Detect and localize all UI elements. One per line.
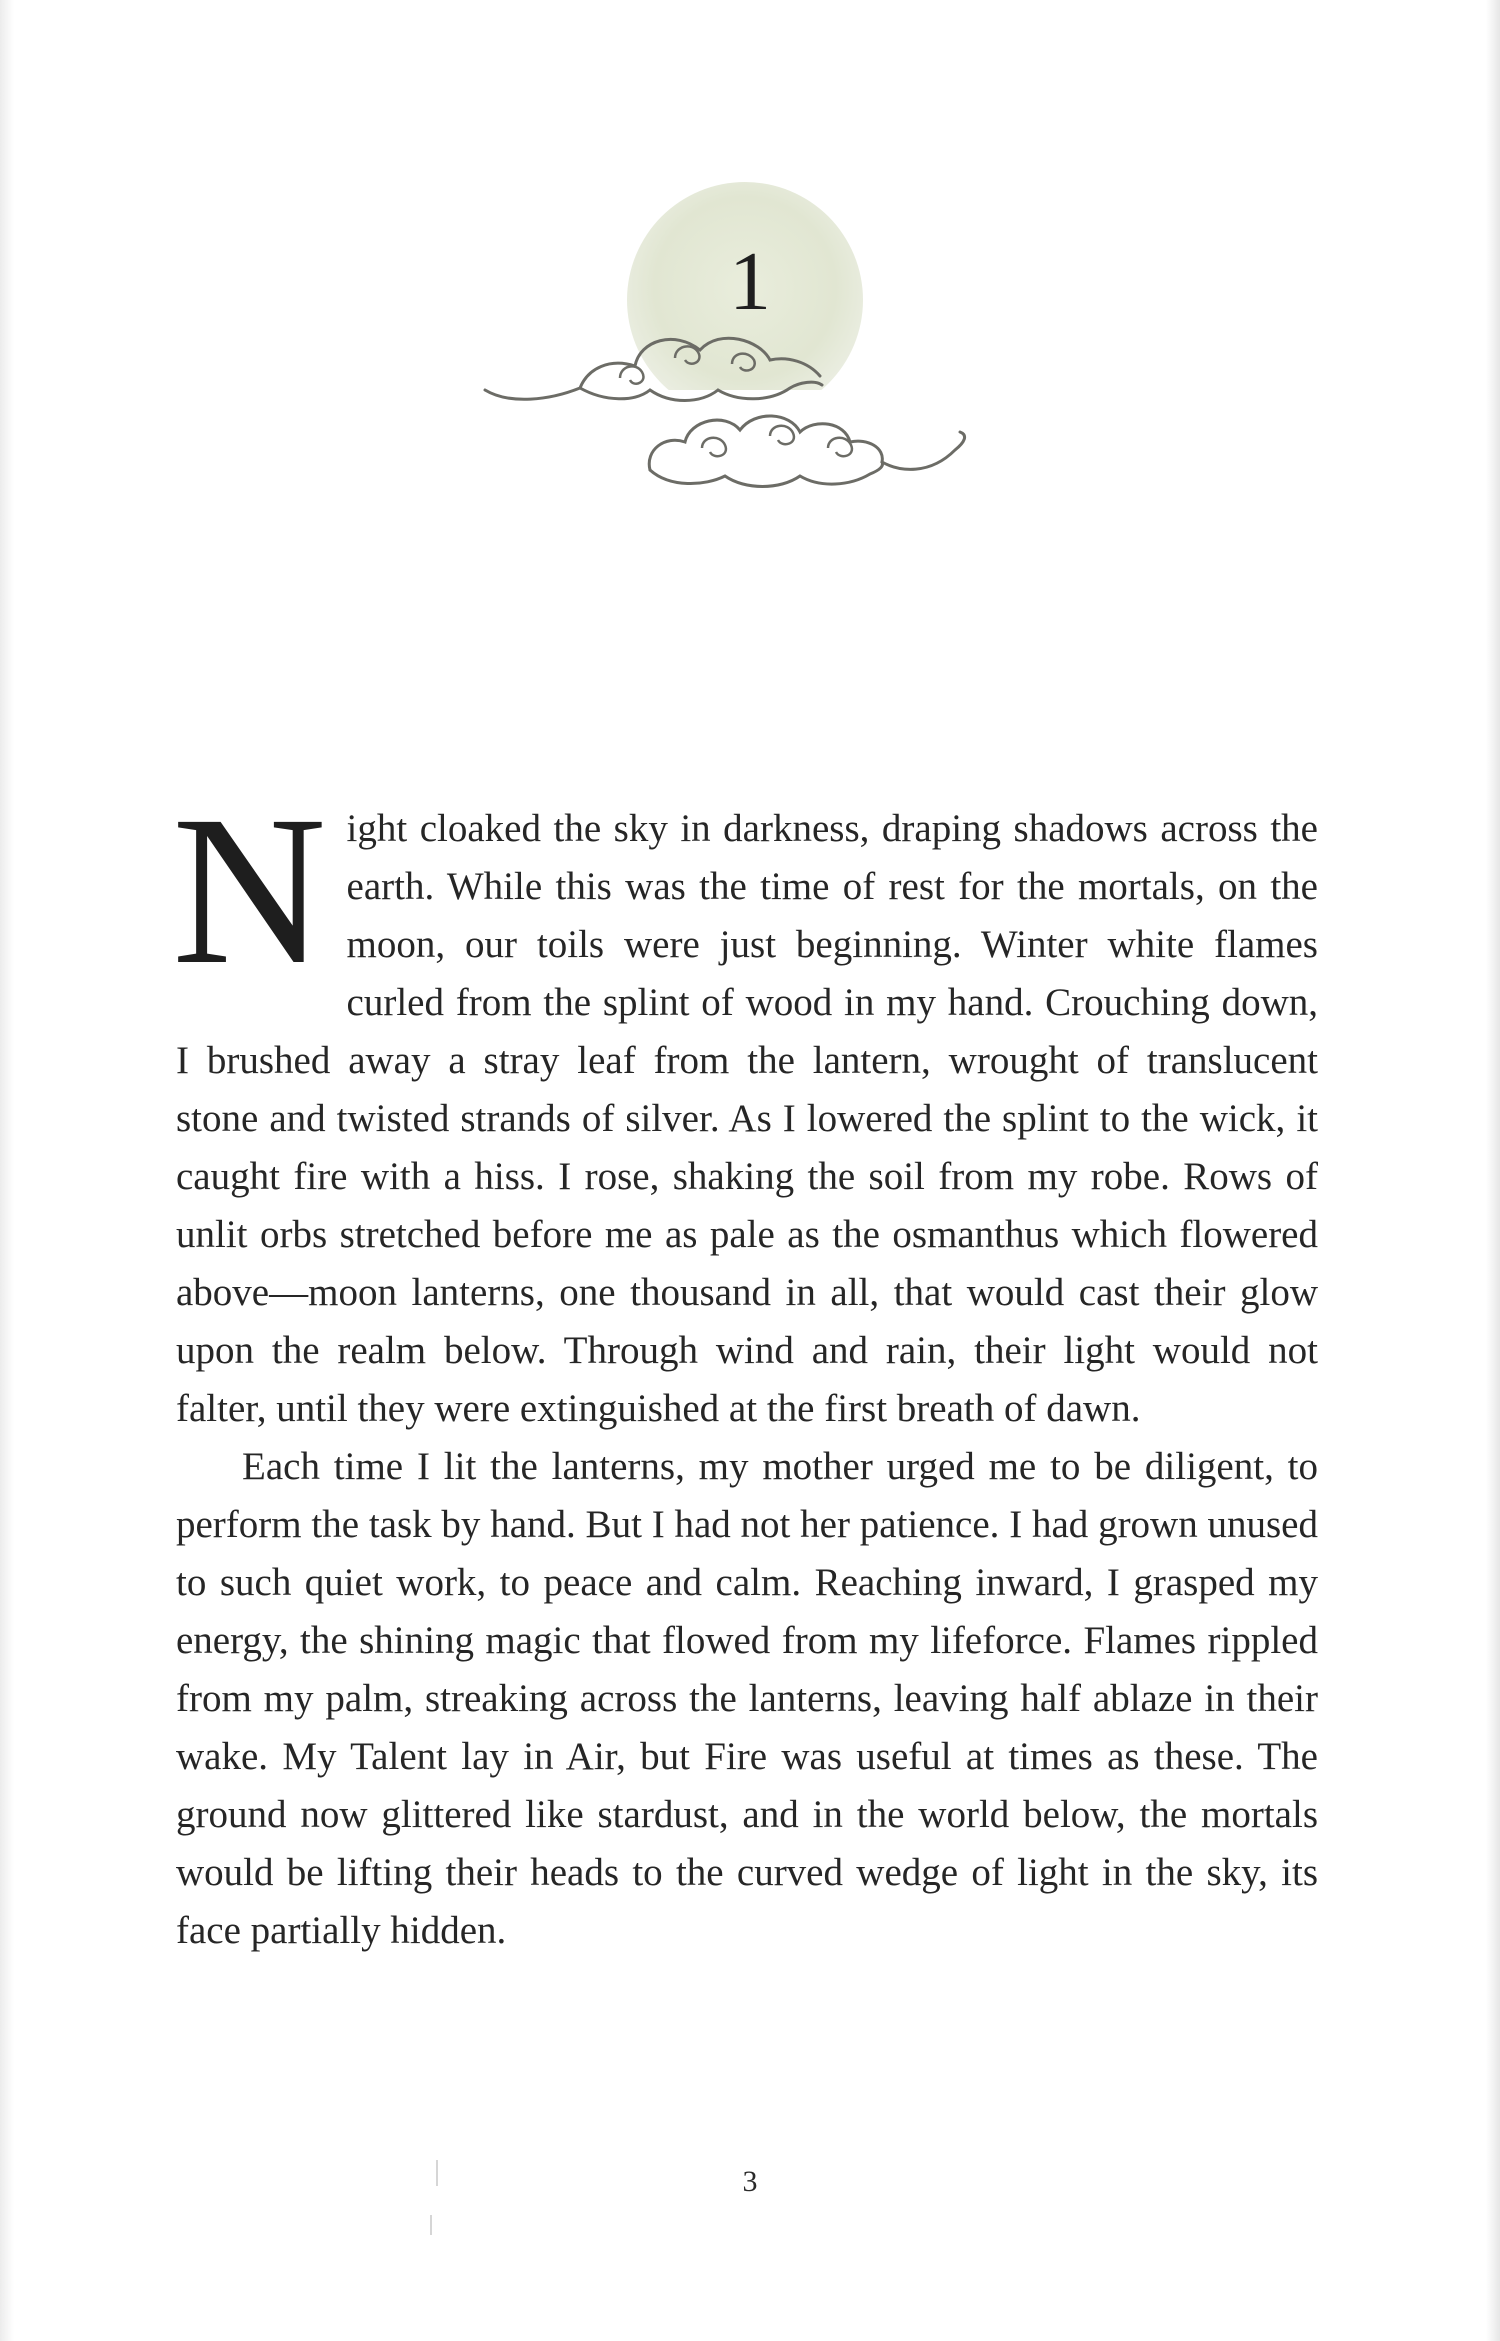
paragraph-1-text: ight cloaked the sky in darkness, draping shadows across the earth. While this was the time of rest for the mortals, on the moon, our toils were just beginning. Winter white flames curled from the splint of wood in my hand. Crouching down, I brushed away a stray leaf from the lantern, wrought of translucent stone and twisted strands of silver. As I lowered the splint to the wick, it caught fire with a hiss. I rose, shaking the soil from my robe. Rows of unlit orbs stretched before me as pale as the osmanthus which flowered above—moon lanterns, one thousand in all, that would cast their glow upon the realm below. Through wind and rain, their light would not falter, until they were extinguished at the first breath of dawn. — [176, 807, 1318, 1430]
drop-cap: N — [172, 772, 327, 1009]
paragraph-2: Each time I lit the lanterns, my mother urged me to be diligent, to perform the task by hand. But I had not her patience. I had grown unused to such quiet work, to peace and calm. Reaching inward, I grasped my energy, the shining magic that flowed from my lifeforce. Flames rippled from my palm, streaking across the lanterns, leaving half ablaze in their wake. My Talent lay in Air, but Fire was useful at times as these. The ground now glittered like stardust, and in the world below, the mortals would be lifting their heads to the curved wedge of light in the sky, its face partially hidden. — [176, 1445, 1318, 1952]
page-number: 3 — [742, 2165, 758, 2198]
moon-and-clouds-icon — [470, 180, 990, 510]
paragraph-1 — [172, 772, 1318, 1438]
page-edge-right — [1486, 0, 1500, 2341]
chapter-body — [172, 772, 1318, 1960]
chapter-number: 1 — [729, 235, 771, 328]
page-edge-left — [0, 0, 14, 2341]
page-mark — [430, 2215, 432, 2235]
